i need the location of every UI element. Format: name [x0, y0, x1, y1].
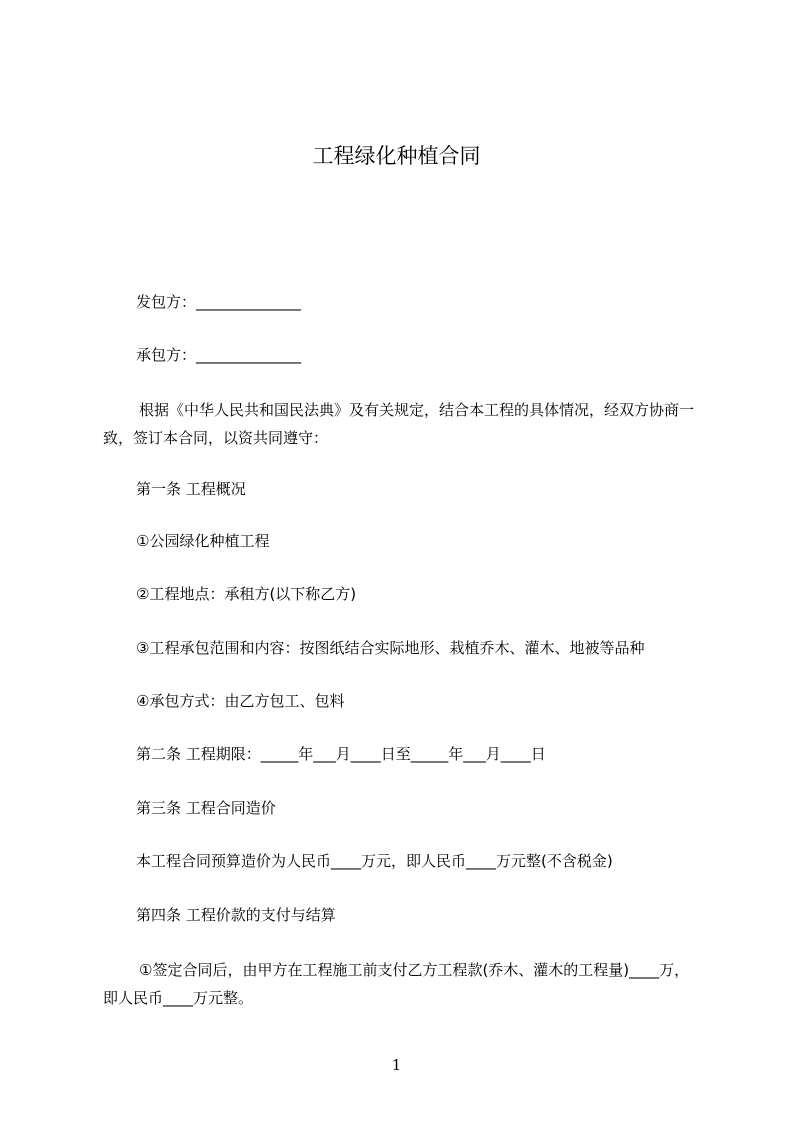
article-3-heading: 第三条 工程合同造价 — [136, 799, 276, 817]
article-1-item-4: ④承包方式：由乙方包工、包料 — [136, 692, 345, 710]
preamble-paragraph: 根据《中华人民共和国民法典》及有关规定，结合本工程的具体情况，经双方协商一致，签订本合同，以资共同遵守： — [103, 401, 695, 447]
document-title: 工程绿化种植合同 — [312, 144, 481, 168]
article-3-body: 本工程合同预算造价为人民币____万元，即人民币____万元整(不含税金) — [136, 852, 613, 870]
article-4-item-1: ①签定合同后，由甲方在工程施工前支付乙方工程款(乔木、灌木的工程量)____万，即人民币____万元整。 — [103, 961, 690, 1007]
article-1-item-1: ①公园绿化种植工程 — [136, 532, 270, 550]
party-a-line: 发包方：______________ — [136, 293, 302, 311]
article-2-paragraph: 第二条 工程期限：_____年___月____日至_____年___月____日 — [136, 745, 546, 763]
article-1-item-3: ③工程承包范围和内容：按图纸结合实际地形、栽植乔木、灌木、地被等品种 — [136, 639, 645, 657]
party-b-line: 承包方：______________ — [136, 346, 302, 364]
article-4-heading: 第四条 工程价款的支付与结算 — [136, 906, 336, 924]
page-number: 1 — [391, 1056, 402, 1074]
article-1-item-2: ②工程地点：承租方(以下称乙方) — [136, 585, 357, 603]
article-1-heading: 第一条 工程概况 — [136, 480, 246, 498]
